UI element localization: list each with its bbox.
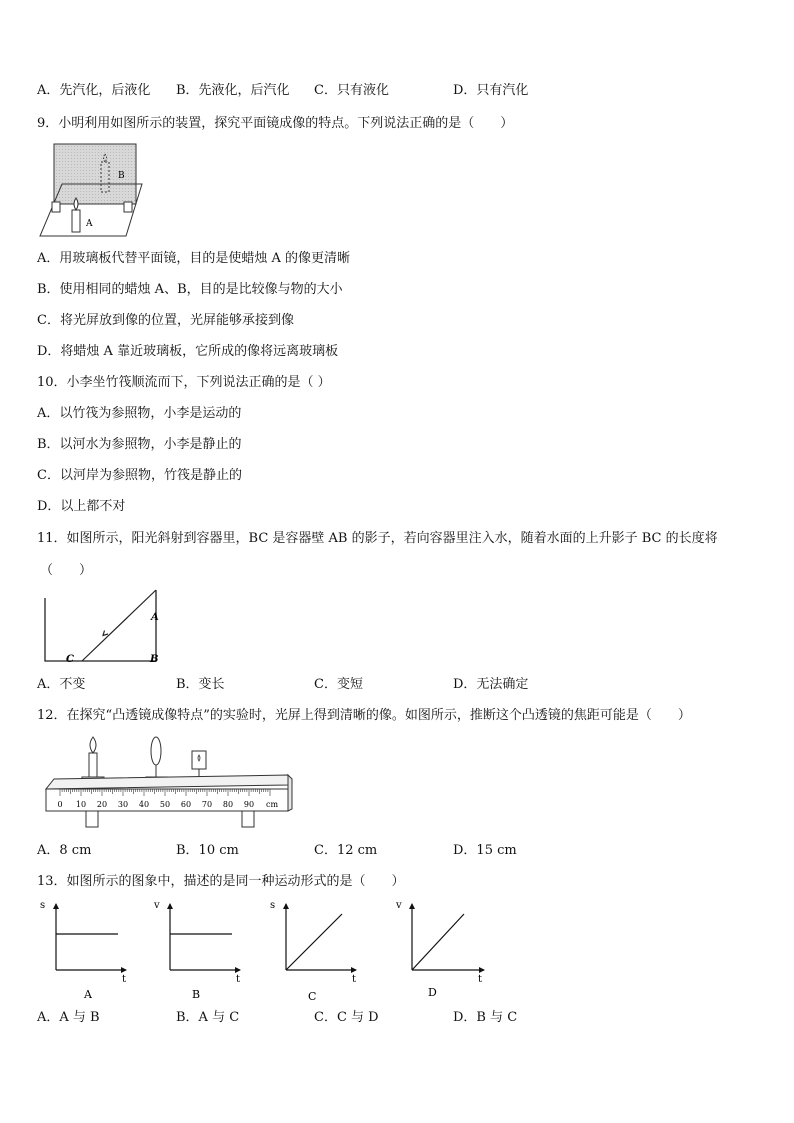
q8-option-b: B．先液化，后汽化 [176,83,290,98]
q9-plane-mirror-figure [38,140,158,240]
q12-option-b: B．10 cm [176,843,239,858]
q10-stem: 10．小李坐竹筏顺流而下，下列说法正确的是（ ） [37,375,331,390]
leg-right [242,811,254,827]
q9-option-d: D．将蜡烛 A 靠近玻璃板，它所成的像将远离玻璃板 [37,344,339,359]
light-screen [192,751,206,769]
ruler-tick-label: 80 [222,800,234,809]
q9-option-b: B．使用相同的蜡烛 A、B，目的是比较像与物的大小 [37,282,343,297]
svg-text:s: s [40,900,46,911]
svg-text:C: C [308,990,317,1003]
q13-option-b: B．A 与 C [176,1010,240,1025]
ruler-tick-label: 20 [96,800,108,809]
q8-option-a: A．先汽化，后液化 [37,83,151,98]
ruler-tick-label: 0 [57,800,63,809]
svg-text:t: t [236,974,241,985]
q13-graph-b [150,894,250,1004]
graph-c-line [286,914,342,970]
q12-optical-bench-figure [42,735,292,835]
q11-stem: 11．如图所示，阳光斜射到容器里，BC 是容器壁 AB 的影子，若向容器里注入水，随着水面的上升影子 BC 的长度将 [37,531,718,546]
ruler-tick-label: 40 [138,800,150,809]
label-c: C [66,654,74,665]
svg-text:v: v [154,900,160,911]
q10-option-d: D．以上都不对 [37,499,126,514]
svg-text:t: t [122,974,127,985]
q10-option-c: C．以河岸为参照物，竹筏是静止的 [37,468,242,483]
svg-text:v: v [396,900,402,911]
label-b: B [118,171,125,181]
q8-option-c: C．只有液化 [314,83,389,98]
svg-text:B: B [192,988,201,1001]
q13-graph-c [266,894,366,1004]
q12-option-d: D．15 cm [453,843,517,858]
q11-option-a: A．不变 [37,677,86,692]
candle [89,753,97,777]
convex-lens [151,737,161,765]
q13-graph-a [36,894,136,1004]
q11-option-b: B．变长 [176,677,225,692]
q8-option-d: D．只有汽化 [453,83,529,98]
ruler-tick-label: 10 [75,800,87,809]
svg-text:t: t [352,974,357,985]
q11-option-c: C．变短 [314,677,363,692]
ruler-tick-label: 50 [159,800,171,809]
q9-option-c: C．将光屏放到像的位置，光屏能够承接到像 [37,313,294,328]
q10-option-a: A．以竹筏为参照物，小李是运动的 [37,406,242,421]
q11-option-d: D．无法确定 [453,677,529,692]
q9-option-a: A．用玻璃板代替平面镜，目的是使蜡烛 A 的像更清晰 [37,251,351,266]
q13-option-d: D．B 与 C [453,1010,518,1025]
q13-option-c: C．C 与 D [314,1010,379,1025]
q12-option-c: C．12 cm [314,843,378,858]
svg-text:s: s [270,900,276,911]
ruler-tick-label: 30 [117,800,129,809]
q13-option-a: A．A 与 B [37,1010,100,1025]
sun-ray [82,590,156,661]
q13-graph-d [388,894,492,1004]
svg-text:A: A [84,988,92,1001]
ruler-tick-label: 70 [201,800,213,809]
candle-flame [90,737,96,753]
q13-stem: 13．如图所示的图象中，描述的是同一种运动形式的是（ ） [37,874,405,889]
leg-left [86,811,98,827]
q11-stem-cont: （ ） [40,563,93,578]
label-a: A [151,612,159,623]
label-b: B [150,654,159,665]
svg-text:D: D [428,986,437,999]
graph-d-line [412,914,464,970]
svg-text:t: t [478,974,483,985]
candle-a-flame [74,198,78,210]
support-right [124,202,132,212]
q10-option-b: B．以河水为参照物，小李是静止的 [37,437,242,452]
unit-label: cm [266,800,279,809]
support-left [52,202,60,212]
ruler-tick-label: 90 [243,800,255,809]
label-a: A [86,219,93,229]
container-walls [45,590,156,661]
q9-stem: 9．小明利用如图所示的装置，探究平面镜成像的特点。下列说法正确的是（ ） [37,116,514,131]
ray-arrow [103,631,108,636]
ruler-tick-label: 60 [180,800,192,809]
q12-stem: 12．在探究“凸透镜成像特点”的实验时，光屏上得到清晰的像。如图所示，推断这个凸透镜的焦距可能是（ ） [37,708,691,723]
candle-a [72,210,80,232]
q12-option-a: A．8 cm [37,843,92,858]
q11-shadow-figure [38,588,168,666]
